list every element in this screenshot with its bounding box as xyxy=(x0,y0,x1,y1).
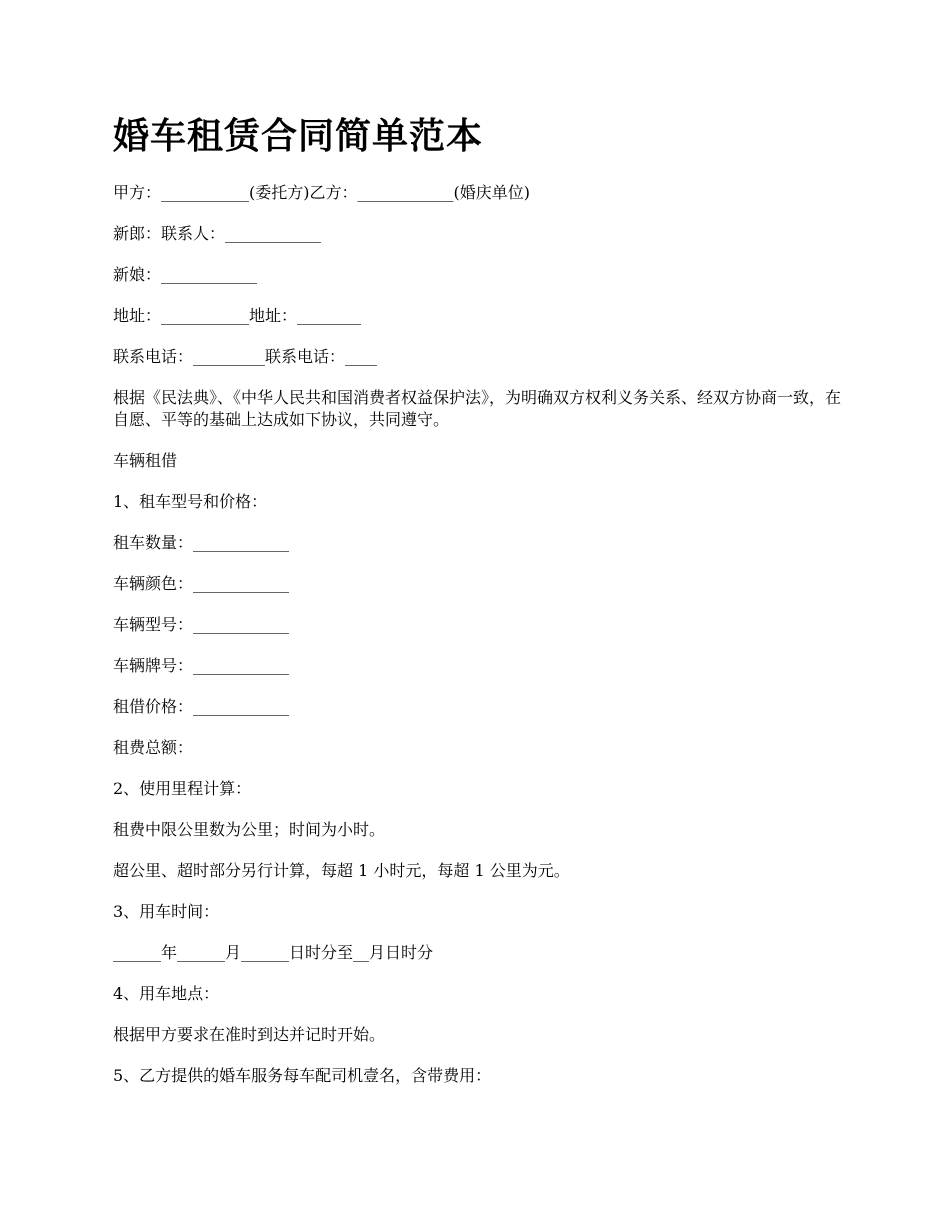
rental-total-field: 租费总额： xyxy=(113,738,194,757)
clause-5-heading: 5、乙方提供的婚车服务每车配司机壹名，含带费用： xyxy=(113,1066,492,1085)
phone-line: 联系电话：_________联系电话：____ xyxy=(113,347,378,366)
bride-line: 新娘：____________ xyxy=(113,265,258,284)
clause-1-heading: 1、租车型号和价格： xyxy=(113,492,268,511)
mileage-limit-text: 租费中限公里数为公里；时间为小时。 xyxy=(113,820,386,839)
clause-2-heading: 2、使用里程计算： xyxy=(113,779,252,798)
clause-3-heading: 3、用车时间： xyxy=(113,902,220,921)
rental-price-field: 租借价格：____________ xyxy=(113,697,290,716)
groom-contact-line: 新郎：联系人：____________ xyxy=(113,224,322,243)
preamble-paragraph: 根据《民法典》、《中华人民共和国消费者权益保护法》，为明确双方权利义务关系、经双方协商一致，在自愿、平等的基础上达成如下协议，共同遵守。 xyxy=(113,388,842,429)
party-line: 甲方：___________(委托方)乙方：____________(婚庆单位) xyxy=(113,183,530,202)
address-line: 地址：___________地址：________ xyxy=(113,306,362,325)
vehicle-color-field: 车辆颜色：____________ xyxy=(113,574,290,593)
clause-4-heading: 4、用车地点： xyxy=(113,984,220,1003)
overage-fee-text: 超公里、超时部分另行计算，每超 1 小时元，每超 1 公里为元。 xyxy=(113,861,570,880)
vehicle-plate-field: 车辆牌号：____________ xyxy=(113,656,290,675)
document-title: 婚车租赁合同简单范本 xyxy=(113,115,484,157)
usage-location-text: 根据甲方要求在准时到达并记时开始。 xyxy=(113,1025,386,1044)
usage-time-field: ______年______月______日时分至__月日时分 xyxy=(113,943,434,962)
section-heading-rental: 车辆租借 xyxy=(113,451,178,470)
vehicle-model-field: 车辆型号：____________ xyxy=(113,615,290,634)
rental-quantity-field: 租车数量：____________ xyxy=(113,533,290,552)
